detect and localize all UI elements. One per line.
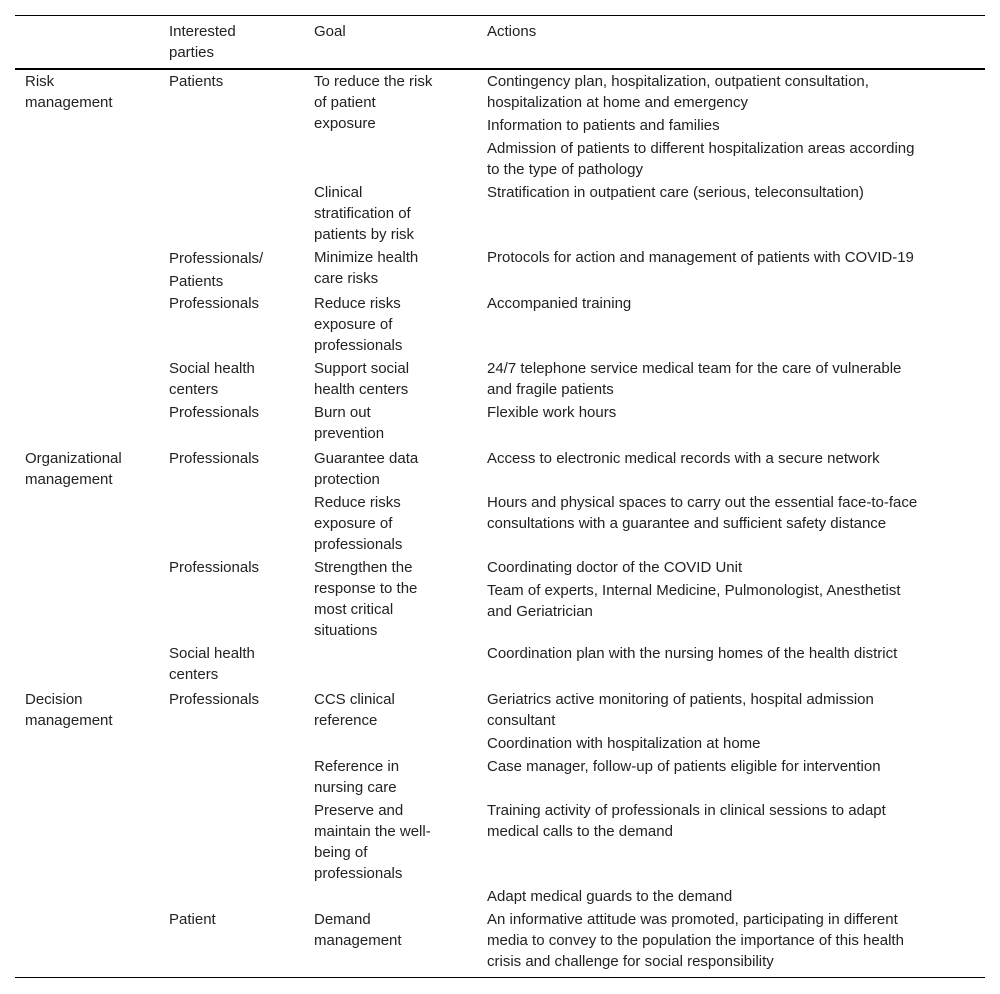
party-cell: Patients — [169, 73, 224, 90]
goal-cell: Reduce risks exposure of professionals — [314, 494, 403, 553]
action-cell: Team of experts, Internal Medicine, Pulmonologist, Anesthetist and Geriatrician — [487, 582, 901, 620]
header-interested-parties: Interested parties — [169, 23, 236, 61]
party-cell: Professionals — [169, 404, 260, 421]
goal-cell: To reduce the risk of patient exposure — [314, 73, 433, 132]
action-cell: Coordinating doctor of the COVID Unit — [487, 559, 743, 576]
bottom-rule — [15, 977, 985, 978]
action-cell: Coordination plan with the nursing homes of the health district — [487, 645, 898, 662]
action-cell: Contingency plan, hospitalization, outpatient consultation, hospitalization at home and emergency — [487, 73, 869, 111]
goal-cell: Strengthen the response to the most critical situations — [314, 559, 418, 639]
action-cell: Information to patients and families — [487, 117, 720, 134]
party-cell: Social health centers — [169, 360, 255, 398]
party-cell: Professionals/ Patients — [169, 250, 264, 290]
action-cell: Adapt medical guards to the demand — [487, 888, 733, 905]
goal-cell: Burn out prevention — [314, 404, 385, 442]
action-cell: 24/7 telephone service medical team for the care of vulnerable and fragile patients — [487, 360, 902, 398]
section-decision-management: Decision management — [25, 691, 113, 729]
goal-cell: Reference in nursing care — [314, 758, 400, 796]
goal-cell: CCS clinical reference — [314, 691, 395, 729]
goal-cell: Preserve and maintain the well- being of professionals — [314, 802, 431, 882]
goal-cell: Demand management — [314, 911, 402, 949]
header-rule — [15, 68, 985, 70]
goal-cell: Guarantee data protection — [314, 450, 419, 488]
goal-cell: Reduce risks exposure of professionals — [314, 295, 403, 354]
action-cell: Geriatrics active monitoring of patients, hospital admission consultant — [487, 691, 874, 729]
party-cell: Professionals — [169, 450, 260, 467]
party-cell: Professionals — [169, 295, 260, 312]
header-goal: Goal — [314, 23, 346, 40]
top-rule — [15, 15, 985, 16]
party-cell: Social health centers — [169, 645, 255, 683]
action-cell: Training activity of professionals in clinical sessions to adapt medical calls to the demand — [487, 802, 886, 840]
action-cell: Hours and physical spaces to carry out the essential face-to-face consultations with a guarantee and sufficient safety distance — [487, 494, 918, 532]
action-cell: Protocols for action and management of patients with COVID-19 — [487, 249, 914, 266]
action-cell: Case manager, follow-up of patients eligible for intervention — [487, 758, 881, 775]
party-cell: Professionals — [169, 559, 260, 576]
action-cell: Admission of patients to different hospitalization areas according to the type of pathology — [487, 140, 915, 178]
action-cell: Stratification in outpatient care (serious, teleconsultation) — [487, 184, 864, 201]
action-cell: Access to electronic medical records with a secure network — [487, 450, 880, 467]
goal-cell: Support social health centers — [314, 360, 410, 398]
action-cell: Flexible work hours — [487, 404, 617, 421]
header-actions: Actions — [487, 23, 537, 40]
goal-cell: Clinical stratification of patients by risk — [314, 184, 415, 243]
action-cell: Accompanied training — [487, 295, 632, 312]
section-organizational-management: Organizational management — [25, 450, 122, 488]
action-cell: Coordination with hospitalization at home — [487, 735, 761, 752]
party-cell: Patient — [169, 911, 216, 928]
goal-cell: Minimize health care risks — [314, 249, 419, 287]
section-risk-management: Risk management — [25, 73, 113, 111]
action-cell: An informative attitude was promoted, participating in different media to convey to the population the importance of this health crisis and challenge for social responsibility — [487, 911, 904, 970]
party-cell: Professionals — [169, 691, 260, 708]
